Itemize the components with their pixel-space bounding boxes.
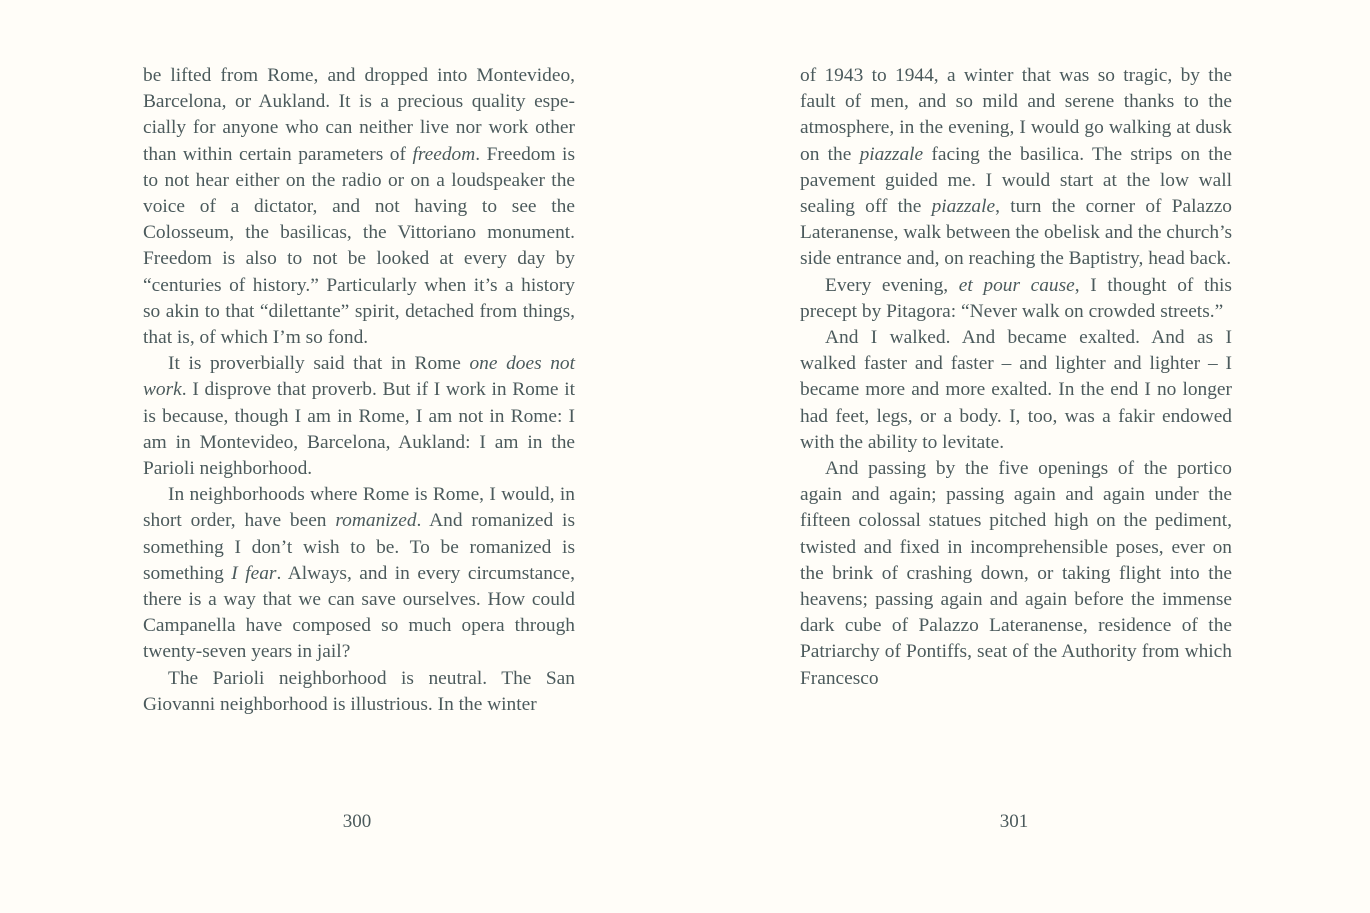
text-run: be lifted from Rome, and dropped into Montevideo, Barcelona, or Aukland. It is a precious quality especially for anyone who can neither live nor work other than within certain parameters of xyxy=(143,65,575,165)
text-run: . I disprove that proverb. But if I work in Rome it is because, though I am in Rome, I am not in Rome: I am in Montevideo, Barcelona, Aukland: I am in the Parioli neighborhood. xyxy=(143,379,575,480)
paragraph xyxy=(143,351,575,482)
italic-text: I fear xyxy=(231,562,277,584)
paragraph xyxy=(800,63,1232,273)
text-run: It is proverbially said that in Rome xyxy=(168,353,470,375)
paragraph xyxy=(143,63,575,351)
text-run: of 1943 to 1944, a winter that was so tragic, by the fault of men, and so mild and serene thanks to the atmosphere, in the evening, I would go walking at dusk on the xyxy=(800,65,1232,165)
paragraph xyxy=(800,273,1232,325)
text-run: In neighborhoods where Rome is Rome, I would, in short order, have been xyxy=(143,484,575,532)
right-page-text xyxy=(800,63,1232,692)
text-run: Every evening, xyxy=(825,274,959,296)
text-run: , I thought of this precept by Pitagora: “Never walk on crowded streets.” xyxy=(800,274,1232,322)
page-number-left: 300 xyxy=(342,811,372,832)
italic-text: piazzale xyxy=(859,143,924,165)
text-run: . Always, and in every circumstance, there is a way that we can save ourselves. How could Campanella have composed so much opera through twenty-seven years in jail? xyxy=(143,562,575,663)
paragraph xyxy=(800,325,1232,456)
italic-text: et pour cause xyxy=(958,274,1075,296)
paragraph xyxy=(143,666,575,718)
italic-text: one does not work xyxy=(143,353,575,401)
page-number-right: 301 xyxy=(999,811,1029,832)
italic-text: freedom xyxy=(412,143,476,165)
text-run: facing the basilica. The strips on the pavement guided me. I would start at the low wall sealing off the xyxy=(800,143,1232,218)
text-run: And passing by the five openings of the portico again and again; passing again and again under the fifteen colossal statues pitched high on the pediment, twisted and fixed in incomprehensible poses, ever on the brink of crashing down, or taking flight into the heavens; passing again and again before the immense dark cube of Palazzo Lateranense, residence of the Patriarchy of Pontiffs, seat of the Authority from which Francesco xyxy=(800,458,1232,689)
text-run: , turn the corner of Palazzo Lateranense, walk between the obelisk and the church’s side entrance and, on reaching the Baptistry, head back. xyxy=(800,196,1232,270)
italic-text: romanized xyxy=(335,510,417,532)
paragraph xyxy=(143,482,575,665)
text-run: . Freedom is to not hear either on the radio or on a loudspeaker the voice of a dictator, and not having to see the Colosseum, the basilicas, the Vittoriano monument. Freedom is also to not be looked at every day by “centuries of history.” Particularly when it’s a history so akin to that “dilettante” spirit, detached from things, that is, of which I’m so fond. xyxy=(143,143,575,349)
text-run: . And romanized is something I don’t wish to be. To be romanized is something xyxy=(143,510,575,584)
text-run: And I walked. And became exalted. And as I walked faster and faster – and lighter and lighter – I became more and more exalted. In the end I no longer had feet, legs, or a body. I, too, was a fakir endowed with the ability to levitate. xyxy=(800,327,1232,453)
italic-text: piazzale xyxy=(931,196,996,218)
text-run: The Parioli neighborhood is neutral. The San Giovanni neighborhood is illustrious. In the winter xyxy=(143,667,575,715)
paragraph xyxy=(800,456,1232,692)
left-page-text xyxy=(143,63,575,718)
